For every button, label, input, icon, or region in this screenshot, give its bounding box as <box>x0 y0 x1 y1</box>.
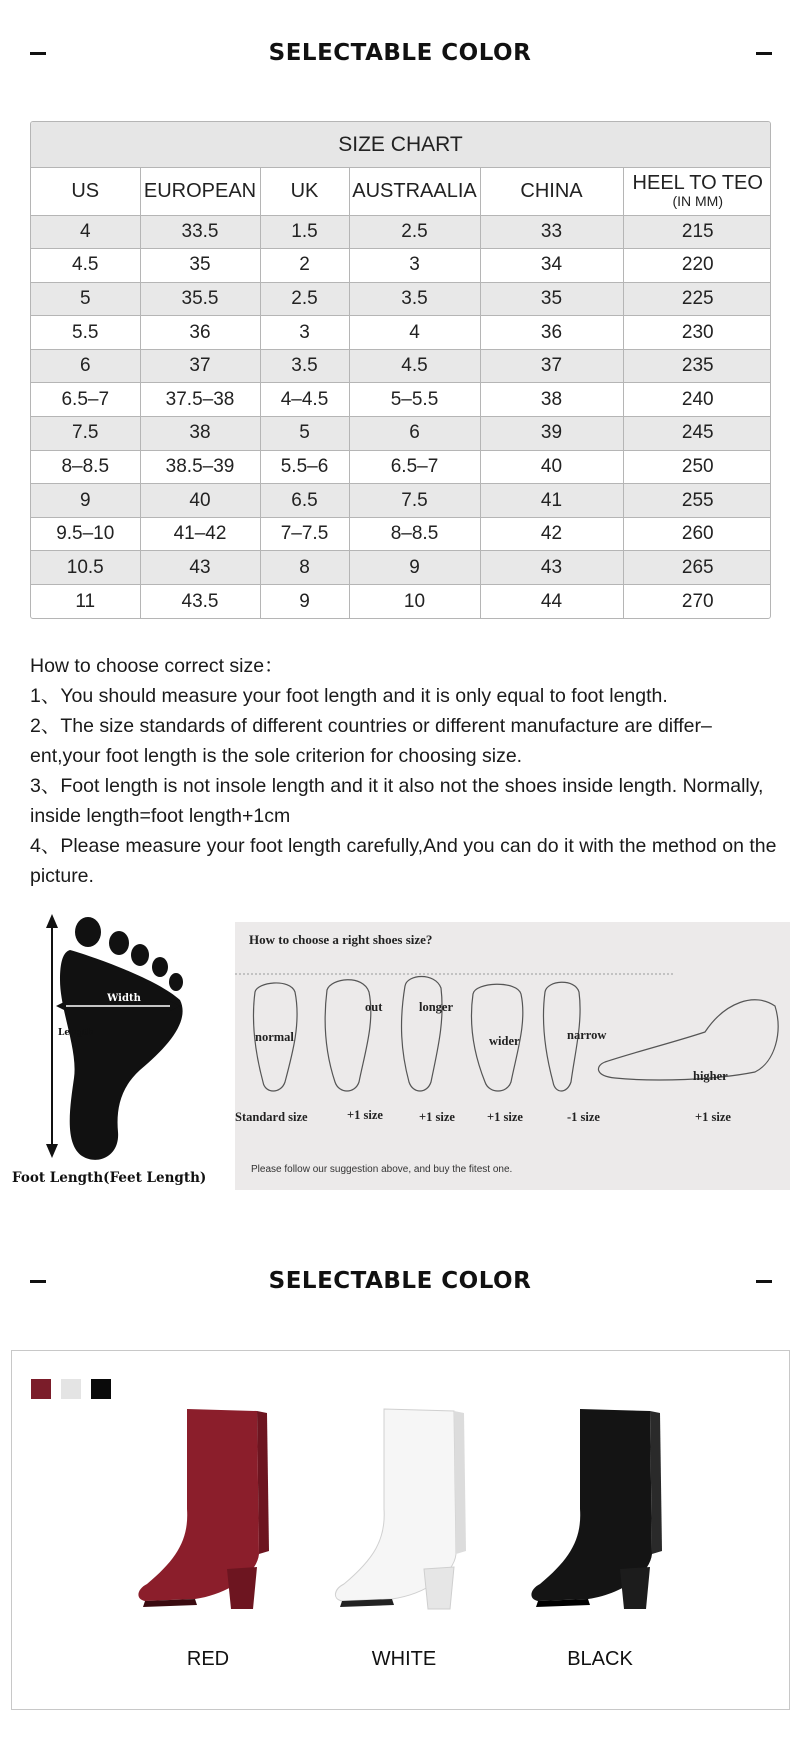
cell-china: 43 <box>480 551 623 585</box>
cell-european: 33.5 <box>140 215 260 249</box>
cell-heel-to-toe: 260 <box>623 517 771 551</box>
cell-uk: 2 <box>260 249 349 283</box>
cell-australia: 4 <box>349 316 480 350</box>
cell-china: 39 <box>480 417 623 451</box>
cell-uk: 4–4.5 <box>260 383 349 417</box>
table-row <box>31 282 771 316</box>
cell-uk: 2.5 <box>260 282 349 316</box>
table-row <box>31 215 771 249</box>
table-row <box>31 484 771 518</box>
cell-china: 44 <box>480 585 623 619</box>
fit-size-wider: +1 size <box>487 1110 523 1124</box>
fit-type-longer: longer <box>419 1000 454 1014</box>
shoe-guide-heading: How to choose a right shoes size? <box>249 932 433 947</box>
cell-us: 4.5 <box>31 249 140 283</box>
color-label-red: RED <box>186 1648 230 1670</box>
table-header-row <box>31 168 771 215</box>
cell-european: 43 <box>140 551 260 585</box>
black-boot-image[interactable] <box>510 1389 690 1614</box>
white-boot-image[interactable] <box>314 1389 494 1614</box>
cell-us: 10.5 <box>31 551 140 585</box>
cell-australia: 8–8.5 <box>349 517 480 551</box>
cell-heel-to-toe: 250 <box>623 450 771 484</box>
section-title: SELECTABLE COLOR <box>268 1268 532 1294</box>
cell-australia: 6 <box>349 417 480 451</box>
cell-australia: 3 <box>349 249 480 283</box>
cell-uk: 7–7.5 <box>260 517 349 551</box>
cell-heel-to-toe: 240 <box>623 383 771 417</box>
size-table <box>31 168 771 618</box>
cell-us: 9.5–10 <box>31 517 140 551</box>
cell-australia: 2.5 <box>349 215 480 249</box>
fit-type-narrow: narrow <box>567 1028 607 1042</box>
dash-right <box>756 1280 772 1283</box>
section-header-top <box>0 34 800 74</box>
cell-heel-to-toe: 230 <box>623 316 771 350</box>
table-row <box>31 450 771 484</box>
cell-uk: 1.5 <box>260 215 349 249</box>
fit-size-narrow: -1 size <box>567 1110 600 1124</box>
cell-european: 37.5–38 <box>140 383 260 417</box>
guide-intro: How to choose correct size： <box>30 655 284 677</box>
size-guide-text <box>30 651 780 891</box>
cell-china: 41 <box>480 484 623 518</box>
column-header-australia: AUSTRAALIA <box>349 168 480 215</box>
color-label-black: BLACK <box>567 1648 633 1670</box>
cell-australia: 10 <box>349 585 480 619</box>
length-label: Length <box>58 1028 94 1038</box>
cell-china: 35 <box>480 282 623 316</box>
cell-heel-to-toe: 245 <box>623 417 771 451</box>
swatch-red[interactable] <box>31 1379 51 1399</box>
cell-heel-to-toe: 255 <box>623 484 771 518</box>
table-row <box>31 383 771 417</box>
column-header-us: US <box>31 168 140 215</box>
cell-australia: 6.5–7 <box>349 450 480 484</box>
red-boot-image[interactable] <box>117 1389 297 1614</box>
fit-size-standard: Standard size <box>235 1110 308 1124</box>
fit-type-higher: higher <box>693 1069 728 1083</box>
cell-uk: 9 <box>260 585 349 619</box>
column-header-heel-to-toe <box>623 168 771 215</box>
cell-australia: 7.5 <box>349 484 480 518</box>
swatch-white[interactable] <box>61 1379 81 1399</box>
cell-european: 41–42 <box>140 517 260 551</box>
cell-us: 7.5 <box>31 417 140 451</box>
dash-right <box>756 52 772 55</box>
cell-uk: 5 <box>260 417 349 451</box>
heel-header-label: HEEL TO TEO <box>632 172 763 195</box>
table-row <box>31 517 771 551</box>
cell-australia: 5–5.5 <box>349 383 480 417</box>
column-header-china: CHINA <box>480 168 623 215</box>
cell-uk: 3 <box>260 316 349 350</box>
foot-silhouette-icon <box>8 910 230 1170</box>
cell-heel-to-toe: 225 <box>623 282 771 316</box>
table-row <box>31 249 771 283</box>
foot-outlines-icon <box>235 922 790 1190</box>
cell-australia: 9 <box>349 551 480 585</box>
table-row <box>31 417 771 451</box>
fit-size-longer: +1 size <box>419 1110 455 1124</box>
size-chart-title: SIZE CHART <box>31 122 770 168</box>
cell-european: 38 <box>140 417 260 451</box>
guide-point-4: 4、Please measure your foot length carefully,And you can do it with the method on the picture. <box>30 835 777 887</box>
cell-china: 33 <box>480 215 623 249</box>
cell-us: 11 <box>31 585 140 619</box>
cell-china: 36 <box>480 316 623 350</box>
cell-european: 38.5–39 <box>140 450 260 484</box>
cell-china: 37 <box>480 349 623 383</box>
table-row <box>31 316 771 350</box>
cell-us: 8–8.5 <box>31 450 140 484</box>
cell-heel-to-toe: 215 <box>623 215 771 249</box>
column-header-uk: UK <box>260 168 349 215</box>
size-chart <box>30 121 771 619</box>
cell-uk: 8 <box>260 551 349 585</box>
table-row <box>31 585 771 619</box>
table-row <box>31 551 771 585</box>
fit-type-normal: normal <box>255 1030 294 1044</box>
shoe-fit-guide <box>235 922 790 1190</box>
cell-european: 43.5 <box>140 585 260 619</box>
cell-us: 9 <box>31 484 140 518</box>
color-label-white: WHITE <box>371 1648 437 1670</box>
cell-china: 42 <box>480 517 623 551</box>
cell-european: 37 <box>140 349 260 383</box>
cell-australia: 3.5 <box>349 282 480 316</box>
shoe-guide-note: Please follow our suggestion above, and buy the fitest one. <box>251 1164 513 1175</box>
section-header-bottom <box>0 1262 800 1302</box>
fit-size-higher: +1 size <box>695 1110 731 1124</box>
cell-us: 4 <box>31 215 140 249</box>
cell-uk: 3.5 <box>260 349 349 383</box>
color-options-panel <box>11 1350 790 1710</box>
section-title: SELECTABLE COLOR <box>268 40 532 66</box>
width-label: Width <box>107 993 141 1004</box>
cell-european: 35 <box>140 249 260 283</box>
cell-china: 38 <box>480 383 623 417</box>
foot-measurement-illustration <box>8 910 230 1190</box>
cell-china: 40 <box>480 450 623 484</box>
guide-point-3: 3、Foot length is not insole length and it it also not the shoes inside length. Normally, inside length=foot length+1cm <box>30 775 764 827</box>
cell-european: 36 <box>140 316 260 350</box>
cell-heel-to-toe: 270 <box>681 590 714 612</box>
heel-header-unit: (IN MM) <box>672 193 724 210</box>
guide-point-1: 1、You should measure your foot length and it is only equal to foot length. <box>30 685 668 707</box>
fit-type-wider: wider <box>489 1034 520 1048</box>
foot-length-caption: Foot Length(Feet Length) <box>12 1170 207 1186</box>
fit-size-out: +1 size <box>347 1108 383 1122</box>
cell-us: 6.5–7 <box>31 383 140 417</box>
cell-us: 5 <box>31 282 140 316</box>
cell-european: 40 <box>140 484 260 518</box>
fit-type-out: out <box>365 1000 383 1014</box>
table-row <box>31 349 771 383</box>
cell-heel-to-toe: 265 <box>623 551 771 585</box>
swatch-black[interactable] <box>91 1379 111 1399</box>
cell-us: 6 <box>31 349 140 383</box>
cell-us: 5.5 <box>31 316 140 350</box>
cell-heel-to-toe: 220 <box>623 249 771 283</box>
cell-uk: 5.5–6 <box>260 450 349 484</box>
column-header-european: EUROPEAN <box>140 168 260 215</box>
size-table-body <box>31 215 771 618</box>
cell-china: 34 <box>480 249 623 283</box>
cell-uk: 6.5 <box>260 484 349 518</box>
guide-point-2: 2、The size standards of different countries or different manufacture are differ–ent,your foot length is the sole criterion for choosing size. <box>30 715 712 767</box>
cell-european: 35.5 <box>140 282 260 316</box>
cell-heel-to-toe: 235 <box>623 349 771 383</box>
cell-australia: 4.5 <box>349 349 480 383</box>
